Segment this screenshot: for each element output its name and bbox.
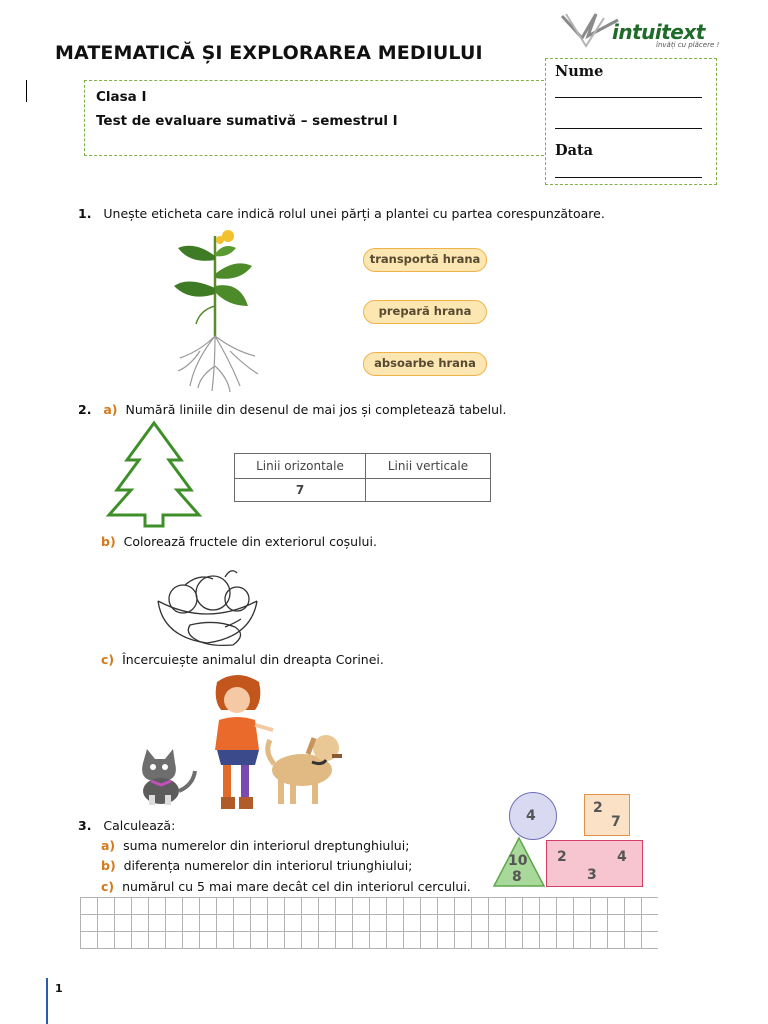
- question-text: Încercuiește animalul din dreapta Corinei.: [122, 652, 384, 667]
- table-header-horizontal: Linii orizontale: [235, 454, 366, 479]
- horizontal-count-cell[interactable]: 7: [235, 479, 366, 502]
- date-label: Data: [555, 142, 594, 159]
- question-1: [78, 206, 605, 221]
- subquestion-letter: c): [101, 879, 115, 894]
- question-number: 2.: [78, 402, 92, 417]
- question-text: Unește eticheta care indică rolul unei părți a plantei cu partea corespunzătoare.: [103, 206, 605, 221]
- number-square: [584, 794, 630, 836]
- name-line-2[interactable]: [555, 128, 702, 129]
- name-label: Nume: [555, 63, 604, 80]
- label-transports-food[interactable]: transportă hrana: [363, 248, 487, 272]
- question-3c: [101, 879, 471, 894]
- plant-illustration[interactable]: [170, 226, 260, 396]
- question-number: 1.: [78, 206, 92, 221]
- fir-tree-drawing: [105, 420, 203, 530]
- name-date-box: [545, 58, 717, 185]
- label-makes-food[interactable]: prepară hrana: [363, 300, 487, 324]
- cat-illustration[interactable]: [135, 745, 205, 807]
- question-number: 3.: [78, 818, 92, 833]
- test-label: Test de evaluare sumativă – semestrul I: [96, 113, 398, 129]
- question-text: suma numerelor din interiorul dreptunghiului;: [123, 838, 410, 853]
- triangle-number-2: 8: [512, 869, 522, 885]
- question-2a: [78, 402, 506, 417]
- question-text: diferența numerelor din interiorul triunghiului;: [123, 858, 413, 873]
- question-2b: [101, 534, 377, 549]
- subquestion-letter: b): [101, 858, 116, 873]
- label-absorbs-food[interactable]: absoarbe hrana: [363, 352, 487, 376]
- vertical-count-cell[interactable]: [366, 479, 491, 502]
- square-number-2: 7: [611, 814, 621, 830]
- subquestion-letter: c): [101, 652, 115, 667]
- answer-grid[interactable]: [80, 897, 658, 949]
- logo-tagline: învăți cu plăcere !: [656, 41, 720, 49]
- subquestion-letter: a): [103, 402, 118, 417]
- question-text: numărul cu 5 mai mare decât cel din interiorul cercului.: [122, 879, 471, 894]
- subject-title: MATEMATICĂ ȘI EXPLORAREA MEDIULUI: [55, 42, 483, 64]
- fruit-basket-drawing[interactable]: [155, 563, 260, 648]
- rectangle-number-1: 2: [557, 849, 567, 865]
- question-3b: [101, 858, 412, 873]
- number-circle: [509, 792, 557, 840]
- number-rectangle: [546, 840, 643, 887]
- rectangle-number-2: 4: [617, 849, 627, 865]
- subquestion-letter: a): [101, 838, 116, 853]
- triangle-number-1: 10: [508, 853, 528, 869]
- question-3: [78, 818, 175, 833]
- question-2c: [101, 652, 384, 667]
- date-line[interactable]: [555, 177, 702, 178]
- circle-number: 4: [526, 808, 536, 824]
- question-title: Calculează:: [103, 818, 176, 833]
- question-text: Numără liniile din desenul de mai jos și completează tabelul.: [125, 402, 507, 417]
- subquestion-letter: b): [101, 534, 116, 549]
- square-number-1: 2: [593, 800, 603, 816]
- logo-text: intuitext: [612, 20, 705, 44]
- text-cursor: [26, 80, 27, 102]
- dog-illustration[interactable]: [262, 728, 344, 808]
- bird-logo-icon: [560, 8, 620, 54]
- question-text: Colorează fructele din exteriorul coșului.: [123, 534, 377, 549]
- name-line-1[interactable]: [555, 97, 702, 98]
- question-3a: [101, 838, 409, 853]
- intuitext-logo: [560, 8, 725, 54]
- rectangle-number-3: 3: [587, 867, 597, 883]
- page-margin-bar: [46, 978, 48, 1024]
- page-number: 1: [55, 982, 63, 995]
- lines-count-table: [234, 453, 491, 502]
- table-header-vertical: Linii verticale: [366, 454, 491, 479]
- class-label: Clasa I: [96, 89, 147, 105]
